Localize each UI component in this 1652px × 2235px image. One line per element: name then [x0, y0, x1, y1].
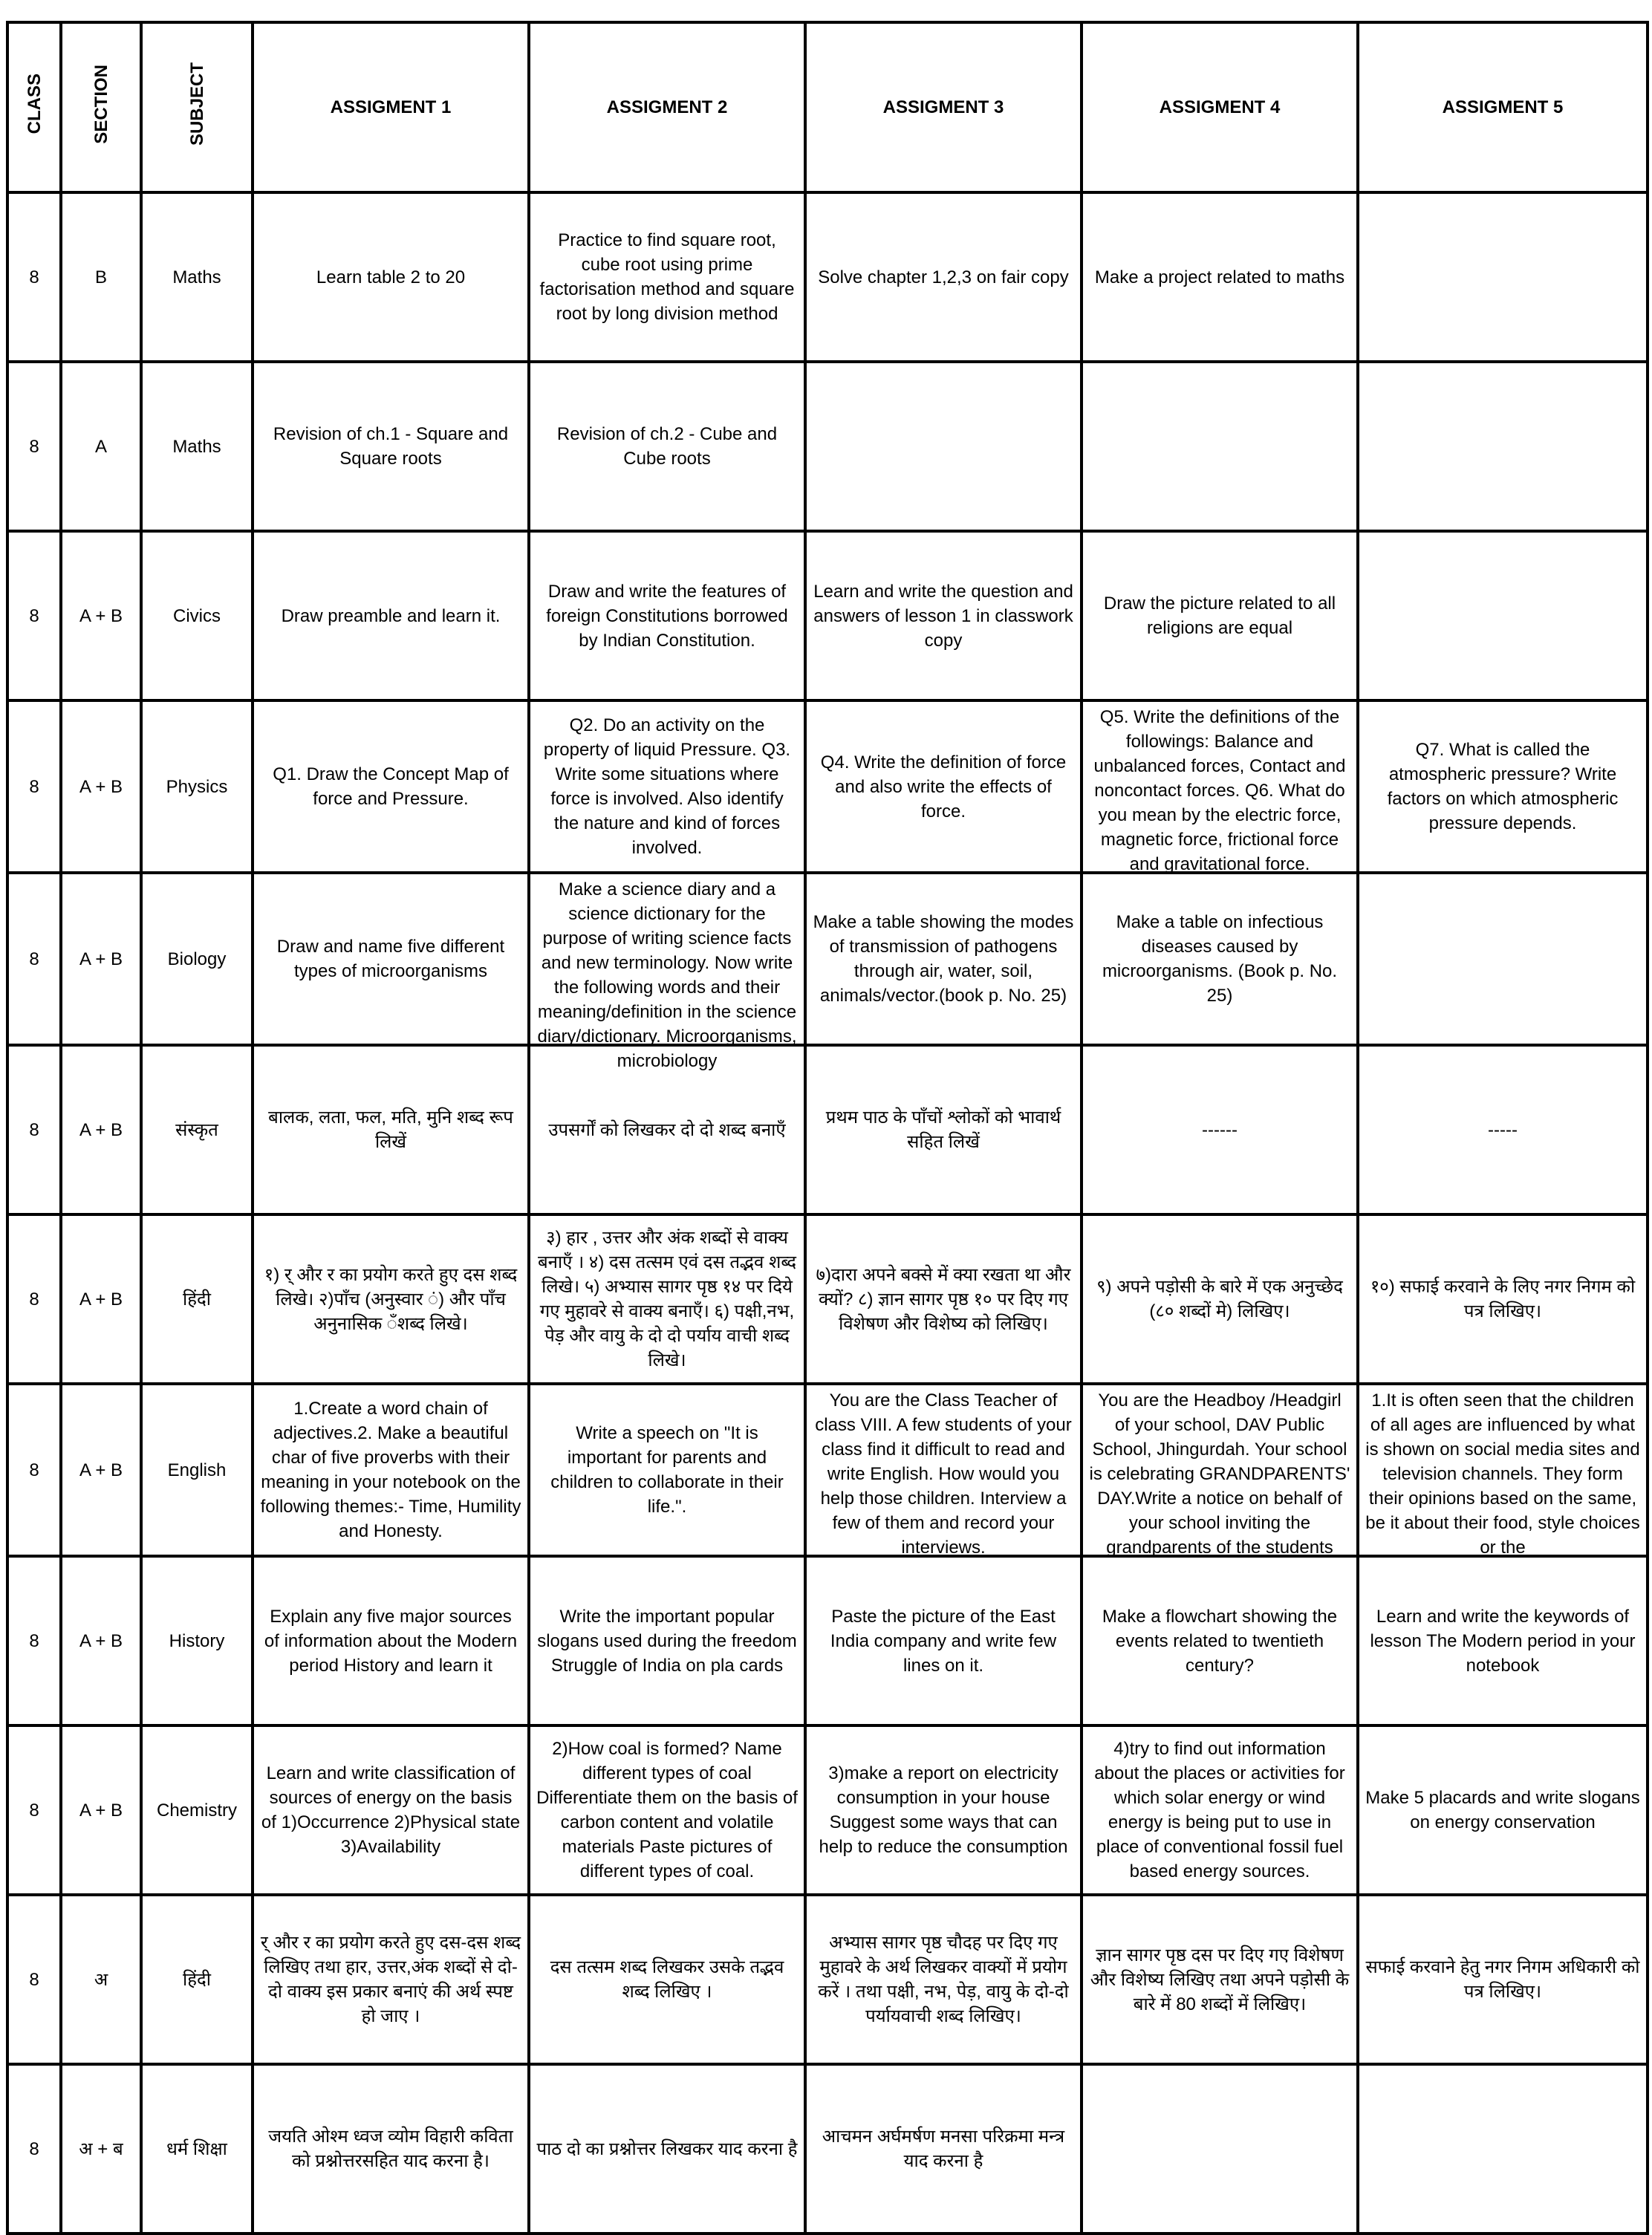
cell-assignment-4: ------: [1082, 1045, 1358, 1214]
cell-assignment-5: [1358, 873, 1648, 1045]
cell-class: 8: [7, 1214, 61, 1384]
cell-assignment-4: You are the Headboy /Headgirl of your school, DAV Public School, Jhingurdah. Your school is celebrating GRANDPARENTS' DAY.Write a notice on behalf of your school inviting the grandparents of the students: [1082, 1384, 1358, 1556]
cell-assignment-3: [805, 362, 1082, 531]
cell-assignment-3: Make a table showing the modes of transmission of pathogens through air, water, soil, animals/vector.(book p. No. 25): [805, 873, 1082, 1045]
cell-section: अ + ब: [61, 2064, 141, 2234]
header-subject: SUBJECT: [141, 22, 253, 192]
cell-assignment-5: 1.It is often seen that the children of all ages are influenced by what is shown on social media sites and television channels. They form their opinions based on the same, be it about their food, style choices or the: [1358, 1384, 1648, 1556]
table-row: [7, 192, 1648, 362]
cell-assignment-4: Make a project related to maths: [1082, 192, 1358, 362]
cell-assignment-3: अभ्यास सागर पृष्ठ चौदह पर दिए गए मुहावरे के अर्थ लिखकर वाक्यों में प्रयोग करें । तथा पक्षी, नभ, पेड़, वायु के दो-दो पर्यायवाची शब्द लिखिए।: [805, 1895, 1082, 2064]
header-assignment-5: ASSIGMENT 5: [1358, 22, 1648, 192]
cell-assignment-4: Make a table on infectious diseases caused by microorganisms. (Book p. No. 25): [1082, 873, 1358, 1045]
cell-assignment-5: १०) सफाई करवाने के लिए नगर निगम को पत्र लिखिए।: [1358, 1214, 1648, 1384]
cell-assignment-2: Q2. Do an activity on the property of liquid Pressure. Q3. Write some situations where force is involved. Also identify the nature and kind of forces involved.: [529, 700, 805, 873]
cell-assignment-2: Practice to find square root, cube root using prime factorisation method and square root by long division method: [529, 192, 805, 362]
cell-class: 8: [7, 1895, 61, 2064]
cell-class: 8: [7, 873, 61, 1045]
cell-subject: संस्कृत: [141, 1045, 253, 1214]
cell-section: A + B: [61, 1045, 141, 1214]
cell-assignment-3: प्रथम पाठ के पाँचों श्लोकों को भावार्थ सहित लिखें: [805, 1045, 1082, 1214]
cell-class: 8: [7, 2064, 61, 2234]
header-section: SECTION: [61, 22, 141, 192]
cell-assignment-4: 4)try to find out information about the places or activities for which solar energy or wind energy is being put to use in place of conventional fossil fuel based energy sources.: [1082, 1725, 1358, 1895]
cell-class: 8: [7, 700, 61, 873]
cell-assignment-2: Write the important popular slogans used during the freedom Struggle of India on pla cards: [529, 1556, 805, 1725]
cell-assignment-4: ९) अपने पड़ोसी के बारे में एक अनुच्छेद (८० शब्दों मे) लिखिए।: [1082, 1214, 1358, 1384]
cell-class: 8: [7, 1384, 61, 1556]
cell-assignment-1: Q1. Draw the Concept Map of force and Pressure.: [253, 700, 529, 873]
cell-section: B: [61, 192, 141, 362]
cell-assignment-4: ज्ञान सागर पृष्ठ दस पर दिए गए विशेषण और विशेष्य लिखिए तथा अपने पड़ोसी के बारे में 80 शब्दों में लिखिए।: [1082, 1895, 1358, 2064]
cell-subject: History: [141, 1556, 253, 1725]
cell-assignment-2: Draw and write the features of foreign Constitutions borrowed by Indian Constitution.: [529, 531, 805, 700]
cell-assignment-2: Revision of ch.2 - Cube and Cube roots: [529, 362, 805, 531]
table-row: [7, 700, 1648, 873]
table-row: [7, 2064, 1648, 2234]
cell-assignment-5: [1358, 531, 1648, 700]
cell-assignment-2: 2)How coal is formed? Name different types of coal Differentiate them on the basis of carbon content and volatile materials Paste pictures of different types of coal.: [529, 1725, 805, 1895]
cell-assignment-3: 3)make a report on electricity consumption in your house Suggest some ways that can help to reduce the consumption: [805, 1725, 1082, 1895]
cell-assignment-3: Paste the picture of the East India company and write few lines on it.: [805, 1556, 1082, 1725]
header-class: CLASS: [7, 22, 61, 192]
cell-class: 8: [7, 1725, 61, 1895]
cell-assignment-3: Learn and write the question and answers of lesson 1 in classwork copy: [805, 531, 1082, 700]
table-row: [7, 1895, 1648, 2064]
cell-assignment-2: दस तत्सम शब्द लिखकर उसके तद्भव शब्द लिखिए ।: [529, 1895, 805, 2064]
cell-class: 8: [7, 1556, 61, 1725]
table-row: [7, 1725, 1648, 1895]
cell-assignment-3: आचमन अर्घमर्षण मनसा परिक्रमा मन्त्र याद करना है: [805, 2064, 1082, 2234]
cell-assignment-4: [1082, 2064, 1358, 2234]
cell-section: A + B: [61, 1214, 141, 1384]
header-assignment-3: ASSIGMENT 3: [805, 22, 1082, 192]
cell-section: A + B: [61, 700, 141, 873]
header-assignment-2: ASSIGMENT 2: [529, 22, 805, 192]
cell-subject: English: [141, 1384, 253, 1556]
cell-assignment-2: Make a science diary and a science dictionary for the purpose of writing science facts and new terminology. Now write the following words and their meaning/definition in the science diary/dictionary. Microorganisms, microbiology: [529, 873, 805, 1045]
cell-subject: Physics: [141, 700, 253, 873]
cell-assignment-1: जयति ओश्म ध्वज व्योम विहारी कविता को प्रश्नोत्तरसहित याद करना है।: [253, 2064, 529, 2234]
cell-assignment-5: [1358, 362, 1648, 531]
cell-class: 8: [7, 192, 61, 362]
cell-assignment-2: उपसर्गों को लिखकर दो दो शब्द बनाएँ: [529, 1045, 805, 1214]
cell-assignment-5: -----: [1358, 1045, 1648, 1214]
cell-assignment-1: Draw and name five different types of microorganisms: [253, 873, 529, 1045]
header-assignment-4: ASSIGMENT 4: [1082, 22, 1358, 192]
cell-assignment-1: 1.Create a word chain of adjectives.2. Make a beautiful char of five proverbs with their meaning in your notebook on the following themes:- Time, Humility and Honesty.: [253, 1384, 529, 1556]
cell-section: A + B: [61, 1556, 141, 1725]
cell-assignment-5: सफाई करवाने हेतु नगर निगम अधिकारी को पत्र लिखिए।: [1358, 1895, 1648, 2064]
cell-assignment-3: Solve chapter 1,2,3 on fair copy: [805, 192, 1082, 362]
cell-assignment-4: [1082, 362, 1358, 531]
cell-assignment-3: ७)दारा अपने बक्से में क्या रखता था और क्यों? ८) ज्ञान सागर पृष्ठ १० पर दिए गए विशेषण और विशेष्य को लिखिए।: [805, 1214, 1082, 1384]
cell-section: A + B: [61, 1725, 141, 1895]
table-row: [7, 531, 1648, 700]
table-row: [7, 1214, 1648, 1384]
cell-assignment-4: Q5. Write the definitions of the followings: Balance and unbalanced forces, Contact and noncontact forces. Q6. What do you mean by the electric force, magnetic force, frictional force and gravitational force.: [1082, 700, 1358, 873]
cell-section: A: [61, 362, 141, 531]
table-row: [7, 1556, 1648, 1725]
cell-subject: Biology: [141, 873, 253, 1045]
cell-assignment-4: Draw the picture related to all religions are equal: [1082, 531, 1358, 700]
cell-assignment-1: Explain any five major sources of information about the Modern period History and learn it: [253, 1556, 529, 1725]
cell-class: 8: [7, 531, 61, 700]
cell-section: A + B: [61, 531, 141, 700]
table-row: [7, 1384, 1648, 1556]
cell-assignment-2: पाठ दो का प्रश्नोत्तर लिखकर याद करना है: [529, 2064, 805, 2234]
cell-assignment-2: ३) हार , उत्तर और अंक शब्दों से वाक्य बनाएँ । ४) दस तत्सम एवं दस तद्भव शब्द लिखे। ५) अभ्यास सागर पृष्ठ १४ पर दिये गए मुहावरे से वाक्य बनाएँ। ६) पक्षी,नभ, पेड़ और वायु के दो दो पर्याय वाची शब्द लिखे।: [529, 1214, 805, 1384]
cell-assignment-5: Q7. What is called the atmospheric pressure? Write factors on which atmospheric pressure depends.: [1358, 700, 1648, 873]
header-assignment-1: ASSIGMENT 1: [253, 22, 529, 192]
assignment-table: [6, 21, 1649, 2235]
cell-subject: Maths: [141, 362, 253, 531]
cell-assignment-1: Learn table 2 to 20: [253, 192, 529, 362]
cell-assignment-3: You are the Class Teacher of class VIII. A few students of your class find it difficult to read and write English. How would you help those children. Interview a few of them and record your interviews.: [805, 1384, 1082, 1556]
cell-assignment-5: Learn and write the keywords of lesson The Modern period in your notebook: [1358, 1556, 1648, 1725]
header-row: [7, 22, 1648, 192]
cell-section: अ: [61, 1895, 141, 2064]
cell-assignment-1: Revision of ch.1 - Square and Square roots: [253, 362, 529, 531]
table-row: [7, 1045, 1648, 1214]
cell-subject: Civics: [141, 531, 253, 700]
cell-assignment-1: बालक, लता, फल, मति, मुनि शब्द रूप लिखें: [253, 1045, 529, 1214]
cell-assignment-1: Learn and write classification of sources of energy on the basis of 1)Occurrence 2)Physical state 3)Availability: [253, 1725, 529, 1895]
cell-assignment-1: Draw preamble and learn it.: [253, 531, 529, 700]
cell-assignment-2: Write a speech on "It is important for parents and children to collaborate in their life.".: [529, 1384, 805, 1556]
cell-assignment-3: Q4. Write the definition of force and also write the effects of force.: [805, 700, 1082, 873]
cell-section: A + B: [61, 1384, 141, 1556]
cell-assignment-5: Make 5 placards and write slogans on energy conservation: [1358, 1725, 1648, 1895]
cell-class: 8: [7, 362, 61, 531]
table-row: [7, 873, 1648, 1045]
table-row: [7, 362, 1648, 531]
cell-subject: हिंदी: [141, 1214, 253, 1384]
cell-subject: धर्म शिक्षा: [141, 2064, 253, 2234]
cell-subject: Chemistry: [141, 1725, 253, 1895]
cell-assignment-1: १) र् और र का प्रयोग करते हुए दस शब्द लिखे। २)पाँच (अनुस्वार ं) और पाँच अनुनासिक ँशब्द लिखे।: [253, 1214, 529, 1384]
cell-class: 8: [7, 1045, 61, 1214]
cell-assignment-5: [1358, 2064, 1648, 2234]
cell-assignment-4: Make a flowchart showing the events related to twentieth century?: [1082, 1556, 1358, 1725]
cell-assignment-1: र् और र का प्रयोग करते हुए दस-दस शब्द लिखिए तथा हार, उत्तर,अंक शब्दों से दो-दो वाक्य इस प्रकार बनाएं की अर्थ स्पष्ट हो जाए ।: [253, 1895, 529, 2064]
cell-subject: Maths: [141, 192, 253, 362]
cell-assignment-5: [1358, 192, 1648, 362]
cell-section: A + B: [61, 873, 141, 1045]
cell-subject: हिंदी: [141, 1895, 253, 2064]
